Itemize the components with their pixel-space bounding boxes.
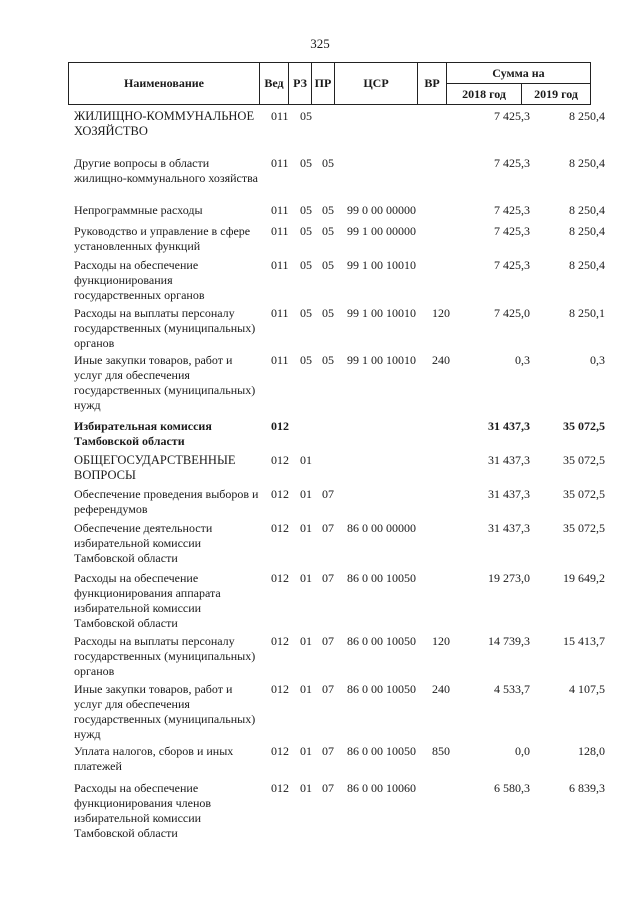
row-sum-2018: 7 425,3 bbox=[494, 156, 530, 170]
row-name: Расходы на обеспечение функционирования аппарата избирательной комиссии Тамбовской области bbox=[74, 571, 221, 630]
row-csr: 99 1 00 00000 bbox=[347, 224, 416, 238]
row-sum-2018: 7 425,3 bbox=[494, 258, 530, 272]
row-sum-2019: 19 649,2 bbox=[563, 571, 605, 585]
row-vr: 240 bbox=[432, 682, 450, 696]
row-pr: 05 bbox=[322, 156, 334, 170]
row-ved: 012 bbox=[271, 744, 289, 758]
row-sum-2018: 19 273,0 bbox=[488, 571, 530, 585]
row-csr: 86 0 00 10050 bbox=[347, 682, 416, 696]
row-rz: 05 bbox=[300, 109, 312, 123]
row-pr: 07 bbox=[322, 781, 334, 795]
row-rz: 05 bbox=[300, 156, 312, 170]
row-sum-2019: 8 250,4 bbox=[569, 258, 605, 272]
row-sum-2018: 0,0 bbox=[515, 744, 530, 758]
row-csr: 99 1 00 10010 bbox=[347, 306, 416, 320]
header-pr: ПР bbox=[312, 63, 335, 105]
row-pr: 07 bbox=[322, 521, 334, 535]
row-pr: 07 bbox=[322, 634, 334, 648]
row-rz: 01 bbox=[300, 744, 312, 758]
row-name: Расходы на обеспечение функционирования государственных органов bbox=[74, 258, 205, 302]
row-pr: 05 bbox=[322, 306, 334, 320]
row-pr: 07 bbox=[322, 487, 334, 501]
row-sum-2018: 31 437,3 bbox=[488, 419, 530, 433]
row-name: ОБЩЕГОСУДАРСТВЕННЫЕ ВОПРОСЫ bbox=[74, 453, 236, 482]
row-rz: 05 bbox=[300, 353, 312, 367]
row-sum-2019: 35 072,5 bbox=[563, 521, 605, 535]
row-sum-2019: 35 072,5 bbox=[563, 453, 605, 467]
row-vr: 120 bbox=[432, 634, 450, 648]
row-ved: 011 bbox=[271, 258, 289, 272]
row-name: Расходы на обеспечение функционирования членов избирательной комиссии Тамбовской области bbox=[74, 781, 212, 840]
row-pr: 05 bbox=[322, 224, 334, 238]
header-rz: РЗ bbox=[289, 63, 312, 105]
row-rz: 05 bbox=[300, 224, 312, 238]
row-ved: 012 bbox=[271, 419, 289, 433]
row-name: Иные закупки товаров, работ и услуг для обеспечения государственных (муниципальных) нужд bbox=[74, 682, 256, 741]
row-csr: 99 1 00 10010 bbox=[347, 258, 416, 272]
row-vr: 240 bbox=[432, 353, 450, 367]
row-ved: 012 bbox=[271, 682, 289, 696]
header-year-2018: 2018 год bbox=[447, 84, 522, 105]
row-name: Расходы на выплаты персоналу государственных (муниципальных) органов bbox=[74, 634, 256, 678]
row-name: Руководство и управление в сфере установленных функций bbox=[74, 224, 251, 253]
row-csr: 86 0 00 10060 bbox=[347, 781, 416, 795]
row-sum-2018: 31 437,3 bbox=[488, 453, 530, 467]
row-ved: 012 bbox=[271, 571, 289, 585]
row-csr: 99 0 00 00000 bbox=[347, 203, 416, 217]
row-ved: 011 bbox=[271, 353, 289, 367]
header-vr: ВР bbox=[418, 63, 447, 105]
row-rz: 01 bbox=[300, 682, 312, 696]
row-ved: 012 bbox=[271, 487, 289, 501]
row-pr: 07 bbox=[322, 682, 334, 696]
row-rz: 05 bbox=[300, 306, 312, 320]
row-ved: 011 bbox=[271, 203, 289, 217]
row-ved: 012 bbox=[271, 634, 289, 648]
row-sum-2018: 31 437,3 bbox=[488, 521, 530, 535]
row-name: Обеспечение деятельности избирательной комиссии Тамбовской области bbox=[74, 521, 213, 565]
page-number: 325 bbox=[310, 36, 330, 51]
row-sum-2018: 0,3 bbox=[515, 353, 530, 367]
row-sum-2019: 8 250,4 bbox=[569, 224, 605, 238]
row-name: Расходы на выплаты персоналу государственных (муниципальных) органов bbox=[74, 306, 256, 350]
row-pr: 07 bbox=[322, 571, 334, 585]
row-sum-2018: 7 425,0 bbox=[494, 306, 530, 320]
row-ved: 011 bbox=[271, 306, 289, 320]
row-ved: 012 bbox=[271, 521, 289, 535]
row-name: Обеспечение проведения выборов и референдумов bbox=[74, 487, 259, 516]
row-rz: 01 bbox=[300, 571, 312, 585]
row-ved: 012 bbox=[271, 453, 289, 467]
row-name: Избирательная комиссия Тамбовской области bbox=[74, 419, 212, 448]
header-csr: ЦСР bbox=[335, 63, 418, 105]
row-name: Уплата налогов, сборов и иных платежей bbox=[74, 744, 234, 773]
row-rz: 01 bbox=[300, 487, 312, 501]
row-sum-2019: 8 250,4 bbox=[569, 156, 605, 170]
row-sum-2018: 4 533,7 bbox=[494, 682, 530, 696]
row-sum-2018: 6 580,3 bbox=[494, 781, 530, 795]
row-sum-2018: 31 437,3 bbox=[488, 487, 530, 501]
row-sum-2019: 4 107,5 bbox=[569, 682, 605, 696]
row-rz: 01 bbox=[300, 781, 312, 795]
row-rz: 01 bbox=[300, 453, 312, 467]
row-csr: 86 0 00 00000 bbox=[347, 521, 416, 535]
row-sum-2019: 15 413,7 bbox=[563, 634, 605, 648]
row-vr: 120 bbox=[432, 306, 450, 320]
row-rz: 05 bbox=[300, 258, 312, 272]
row-csr: 86 0 00 10050 bbox=[347, 571, 416, 585]
row-csr: 99 1 00 10010 bbox=[347, 353, 416, 367]
row-ved: 012 bbox=[271, 781, 289, 795]
header-sum: Сумма на bbox=[447, 63, 591, 84]
row-pr: 05 bbox=[322, 353, 334, 367]
row-sum-2019: 6 839,3 bbox=[569, 781, 605, 795]
row-ved: 011 bbox=[271, 224, 289, 238]
header-ved: Вед bbox=[260, 63, 289, 105]
row-rz: 01 bbox=[300, 521, 312, 535]
row-sum-2018: 7 425,3 bbox=[494, 203, 530, 217]
row-sum-2019: 35 072,5 bbox=[563, 487, 605, 501]
row-ved: 011 bbox=[271, 156, 289, 170]
row-sum-2019: 35 072,5 bbox=[563, 419, 605, 433]
header-year-2019: 2019 год bbox=[522, 84, 591, 105]
row-rz: 01 bbox=[300, 634, 312, 648]
row-ved: 011 bbox=[271, 109, 289, 123]
row-sum-2019: 0,3 bbox=[590, 353, 605, 367]
row-sum-2018: 7 425,3 bbox=[494, 109, 530, 123]
row-sum-2019: 8 250,1 bbox=[569, 306, 605, 320]
row-pr: 07 bbox=[322, 744, 334, 758]
row-name: Другие вопросы в области жилищно-коммунального хозяйства bbox=[74, 156, 258, 185]
row-name: ЖИЛИЩНО-КОММУНАЛЬНОЕ ХОЗЯЙСТВО bbox=[74, 109, 255, 138]
row-name: Непрограммные расходы bbox=[74, 203, 203, 217]
row-sum-2018: 7 425,3 bbox=[494, 224, 530, 238]
row-sum-2018: 14 739,3 bbox=[488, 634, 530, 648]
row-rz: 05 bbox=[300, 203, 312, 217]
row-sum-2019: 8 250,4 bbox=[569, 109, 605, 123]
row-name: Иные закупки товаров, работ и услуг для обеспечения государственных (муниципальных) нужд bbox=[74, 353, 256, 412]
row-pr: 05 bbox=[322, 258, 334, 272]
table-header bbox=[68, 62, 591, 105]
row-csr: 86 0 00 10050 bbox=[347, 634, 416, 648]
row-csr: 86 0 00 10050 bbox=[347, 744, 416, 758]
row-pr: 05 bbox=[322, 203, 334, 217]
row-sum-2019: 128,0 bbox=[578, 744, 605, 758]
row-sum-2019: 8 250,4 bbox=[569, 203, 605, 217]
header-name: Наименование bbox=[69, 63, 260, 105]
row-vr: 850 bbox=[432, 744, 450, 758]
